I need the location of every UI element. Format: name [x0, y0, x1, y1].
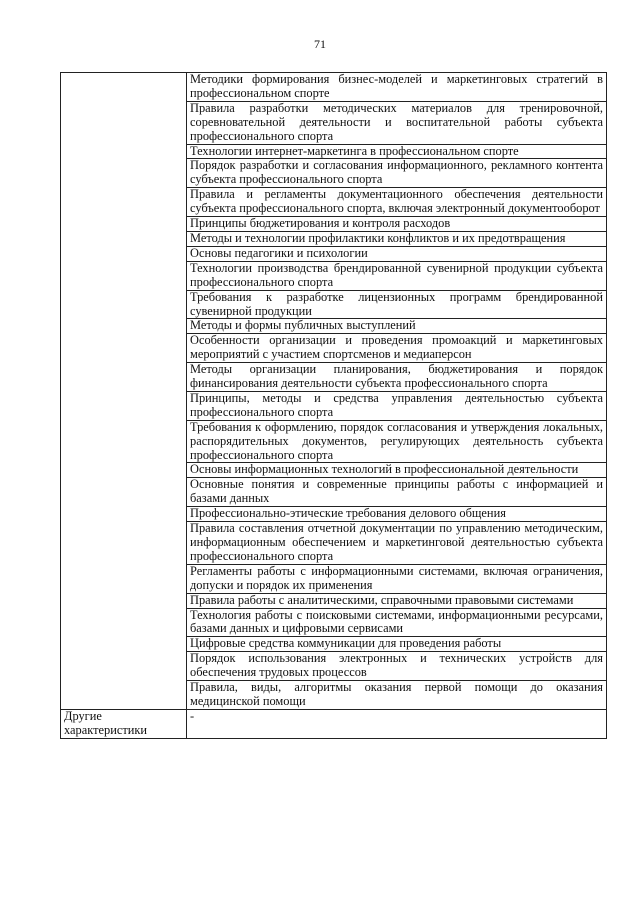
knowledge-item: Регламенты работы с информационными системами, включая ограничения, допуски и порядок их применения — [187, 564, 607, 593]
page-number: 71 — [314, 37, 326, 51]
knowledge-item: Методы и формы публичных выступлений — [187, 319, 607, 334]
knowledge-item: Правила составления отчетной документации по управлению методическим, информационным обеспечением и маркетинговой деятельностью субъекта профессионального спорта — [187, 522, 607, 565]
other-characteristics-value: - — [187, 709, 607, 738]
knowledge-item: Принципы, методы и средства управления деятельностью субъекта профессионального спорта — [187, 391, 607, 420]
knowledge-item: Профессионально-этические требования делового общения — [187, 507, 607, 522]
knowledge-item: Основы информационных технологий в профессиональной деятельности — [187, 463, 607, 478]
knowledge-item: Порядок разработки и согласования информационного, рекламного контента субъекта профессионального спорта — [187, 159, 607, 188]
other-characteristics-label: Другие характеристики — [61, 709, 187, 738]
table-row — [61, 73, 607, 102]
knowledge-item: Основы педагогики и психологии — [187, 246, 607, 261]
knowledge-item: Правила работы с аналитическими, справочными правовыми системами — [187, 593, 607, 608]
knowledge-item: Принципы бюджетирования и контроля расходов — [187, 217, 607, 232]
knowledge-item: Технология работы с поисковыми системами, информационными ресурсами, базами данных и цифровыми сервисами — [187, 608, 607, 637]
knowledge-item: Правила и регламенты документационного обеспечения деятельности субъекта профессионального спорта, включая электронный документооборот — [187, 188, 607, 217]
knowledge-item: Методы организации планирования, бюджетирования и порядок финансирования деятельности субъекта профессионального спорта — [187, 363, 607, 392]
knowledge-item: Технологии производства брендированной сувенирной продукции субъекта профессионального спорта — [187, 261, 607, 290]
knowledge-item: Технологии интернет-маркетинга в профессиональном спорте — [187, 144, 607, 159]
other-characteristics-section — [61, 709, 607, 738]
knowledge-table — [60, 72, 607, 739]
knowledge-item: Порядок использования электронных и технических устройств для обеспечения трудовых процессов — [187, 652, 607, 681]
knowledge-item: Особенности организации и проведения промоакций и маркетинговых мероприятий с участием спортсменов и медиаперсон — [187, 334, 607, 363]
knowledge-table-body — [61, 73, 607, 710]
knowledge-item: Правила, виды, алгоритмы оказания первой помощи до оказания медицинской помощи — [187, 681, 607, 710]
knowledge-item: Требования к оформлению, порядок согласования и утверждения локальных, распорядительных документов, регулирующих деятельность субъекта профессионального спорта — [187, 420, 607, 463]
other-characteristics-row — [61, 709, 607, 738]
knowledge-item: Основные понятия и современные принципы работы с информацией и базами данных — [187, 478, 607, 507]
knowledge-label-cell — [61, 73, 187, 710]
knowledge-item: Требования к разработке лицензионных программ брендированной сувенирной продукции — [187, 290, 607, 319]
knowledge-item: Правила разработки методических материалов для тренировочной, соревновательной деятельности и воспитательной работы субъекта профессионального спорта — [187, 101, 607, 144]
knowledge-item: Методики формирования бизнес-моделей и маркетинговых стратегий в профессиональном спорте — [187, 73, 607, 102]
knowledge-item: Цифровые средства коммуникации для проведения работы — [187, 637, 607, 652]
knowledge-item: Методы и технологии профилактики конфликтов и их предотвращения — [187, 231, 607, 246]
